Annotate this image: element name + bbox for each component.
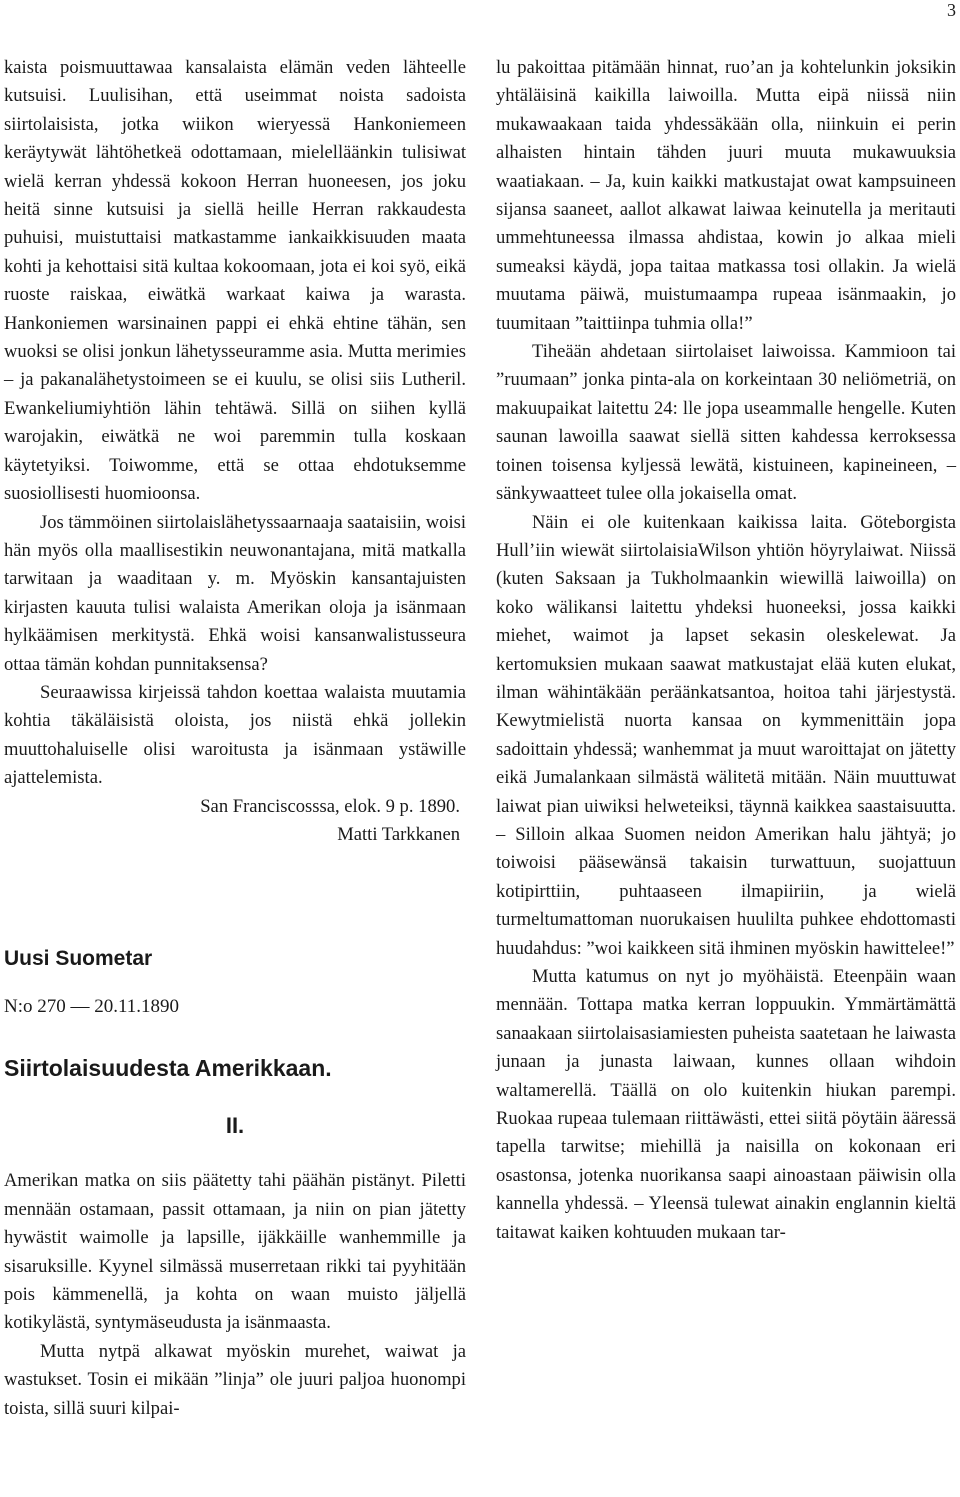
paragraph: Amerikan matka on siis päätetty tahi päähän pistänyt. Piletti mennään ostamaan, passit ottamaan, ja niin on pian jätetty hywästit waimolle ja lapsille, ijäkkäille wanhemmille ja sisaruksille. Kyynel silmässä muserretaan rikki tai pyyhitään pois kämmenellä, ja kohta on waan muisto jäljellä kotikylästä, syntymäseudusta ja isänmaasta. (4, 1170, 466, 1334)
right-column (496, 54, 956, 1247)
place-date: San Franciscosssa, elok. 9 p. 1890. (200, 795, 460, 817)
paragraph: Seuraawissa kirjeissä tahdon koettaa walaista muutamia kohtia täkäläisistä oloista, jos niistä ehkä jollekin muuttohaluiselle olisi waroitusta ja isänmaan ystäwille ajattelemista. (4, 681, 466, 789)
paragraph: kaista poismuuttawaa kansalaista elämän veden lähteelle kutsuisi. Luulisihan, että useimmat noista sadoista siirtolaisista, jotka wiikon wieryessä Hankoniemeen keräytywät lähtöhetkeä odottamaan, mielelläänkin tulisiwat wielä kerran yhdessä kokoon Herran huoneesen, jos joku heitä sinne kutsuisi ja siellä heille Herran rakkaudesta puhuisi, muistuttaisi matkastamme iankaikkisuuden maata kohti ja kehottaisi sitä kultaa kokoomaan, jota ei koi syö, eikä ruoste raiskaa, eiwätkä warkaat kaiwa ja warasta. Hankoniemen warsinainen pappi ei ehkä ehtine tähän, sen wuoksi se olisi jonkun lähetysseuramme asia. Mutta merimies – ja pakanalähetystoimeen se ei kuulu, se olisi siis Lutheril. Ewankeliumiyhtiön lähin tehtäwä. Sillä on siihen kyllä warojakin, eiwätkä ne woi paremmin tulla koskaan käytetyiksi. Toiwomme, että se ottaa ehdotuksemme suosiollisesti huomioonsa. (4, 57, 466, 505)
left-column (4, 54, 466, 1423)
newspaper-name: Uusi Suometar (4, 947, 153, 971)
page-number: 3 (947, 0, 956, 20)
paragraph: lu pakoittaa pitämään hinnat, ruo’an ja kohtelunkin joksikin yhtäläisinä kaikilla laiwoilla. Mutta eipä niissä niin mukawaakaan taida yhdessäkään olla, niinkuin ei perin alhaisten hintain tähden juuri muuta mukawuuksia waatiakaan. – Ja, kuin kaikki matkustajat owat kampsuineen sijansa saaneet, aallot alkawat laiwaa keinutella ja meritauti ummehtuneessa ilmassa ahdistaa, kowin jo alkaa mieli sumeaksi käydä, jopa taitaa matkassa tosi ollakin. Ja wielä muutama päiwä, muistumaampa rupeaa isänmaakin, jo tuumitaan ”taittiinpa tuhmia olla!” (496, 57, 956, 334)
paragraph: Mutta katumus on nyt jo myöhäistä. Eteenpäin waan mennään. Tottapa matka kerran loppuukin. Ymmärtämättä sanaakaan siirtolaisasiamiesten puheista saatetaan he laiwasta junaan ja junasta laiwaan, kunnes ollaan wihdoin waltamerellä. Täällä on olo kuitenkin hiukan parempi. Ruokaa rupeaa tulemaan riittäwästi, ettei siitä pöytäin ääressä tapella tarwitse; miehillä ja naisilla on kokonaan eri osastonsa, jotenka nuorikansa saapi ainoastaan päiwisin olla kannella yhdessä. – Yleensä tulewat ainakin englannin kieltä taitawat kaiken kohtuuden mukaan tar- (496, 966, 956, 1243)
author-signature: Matti Tarkkanen (337, 823, 460, 845)
paragraph: Tiheään ahdetaan siirtolaiset laiwoissa. Kammioon tai ”ruumaan” jonka pinta-ala on korkeintaan 30 neliömetriä, on makuupaikat laitettu 24: lle jopa useammalle hengelle. Kuten saunan lawoilla saawat siellä sitten kahdessa kerroksessa toinen toisensa kyljessä lewätä, kistuineen, kapineineen, – sänkywaatteet tulee olla jokaisella omat. (496, 341, 956, 505)
article-headline: Siirtolaisuudesta Amerikkaan. (4, 1055, 332, 1082)
part-number: II. (225, 1113, 245, 1139)
paragraph: Näin ei ole kuitenkaan kaikissa laita. Göteborgista Hull’iin wiewät siirtolaisiaWilson yhtiön höyrylaiwat. Niissä (kuten Saksaan ja Tukholmaankin wiewillä laiwoilla) on koko wälikansi laitettu yhdeksi huoneeksi, jossa kaikki miehet, waimot ja lapset sekasin oleskelewat. Ja kertomuksien mukaan saawat matkustajat elää kuten elukat, ilman wähintäkään peräänkatsantoa, hoitoa tahi järjestystä. Kewytmielistä nuorta kansaa on kymmenittäin jopa sadoittain yhdessä; wanhemmat ja muut waroittajat on jätetty eikä Jumalankaan silmästä wälitetä mitään. Näin muuttuwat laiwat pian uiwiksi helweteiksi, täynnä kaikkea saastaisuutta. – Silloin alkaa Suomen neidon Amerikan halu jähtyä; jo toiwoisi pääsewänsä takaisin turwattuun, suojattuun kotipirttiin, puhtaaseen ilmapiiriin, ja wielä turmeltumattoman nuorukaisen huulilta puhkee ehdottomasti huudahdus: ”woi kaikkeen sitä ihminen myöskin hawittelee!” (496, 511, 956, 959)
issue-number: N:o 270 — 20.11.1890 (4, 996, 180, 1018)
paragraph: Jos tämmöinen siirtolaislähetyssaarnaaja saataisiin, woisi hän myös olla maallisestikin neuwonantajana, mitä matkalla tarwitaan ja waaditaan y. m. Myöskin kansantajuisten kirjasten kauuta tulisi walaista Amerikan oloja ja isänmaan hylkäämisen merkitystä. Ehkä woisi kansanwalistusseura ottaa tämän kohdan punnitaksensa? (4, 511, 467, 675)
paragraph: Mutta nytpä alkawat myöskin murehet, waiwat ja wastukset. Tosin ei mikään ”linja” ole juuri paljoa huonompi toista, sillä suuri kilpai- (4, 1340, 466, 1419)
